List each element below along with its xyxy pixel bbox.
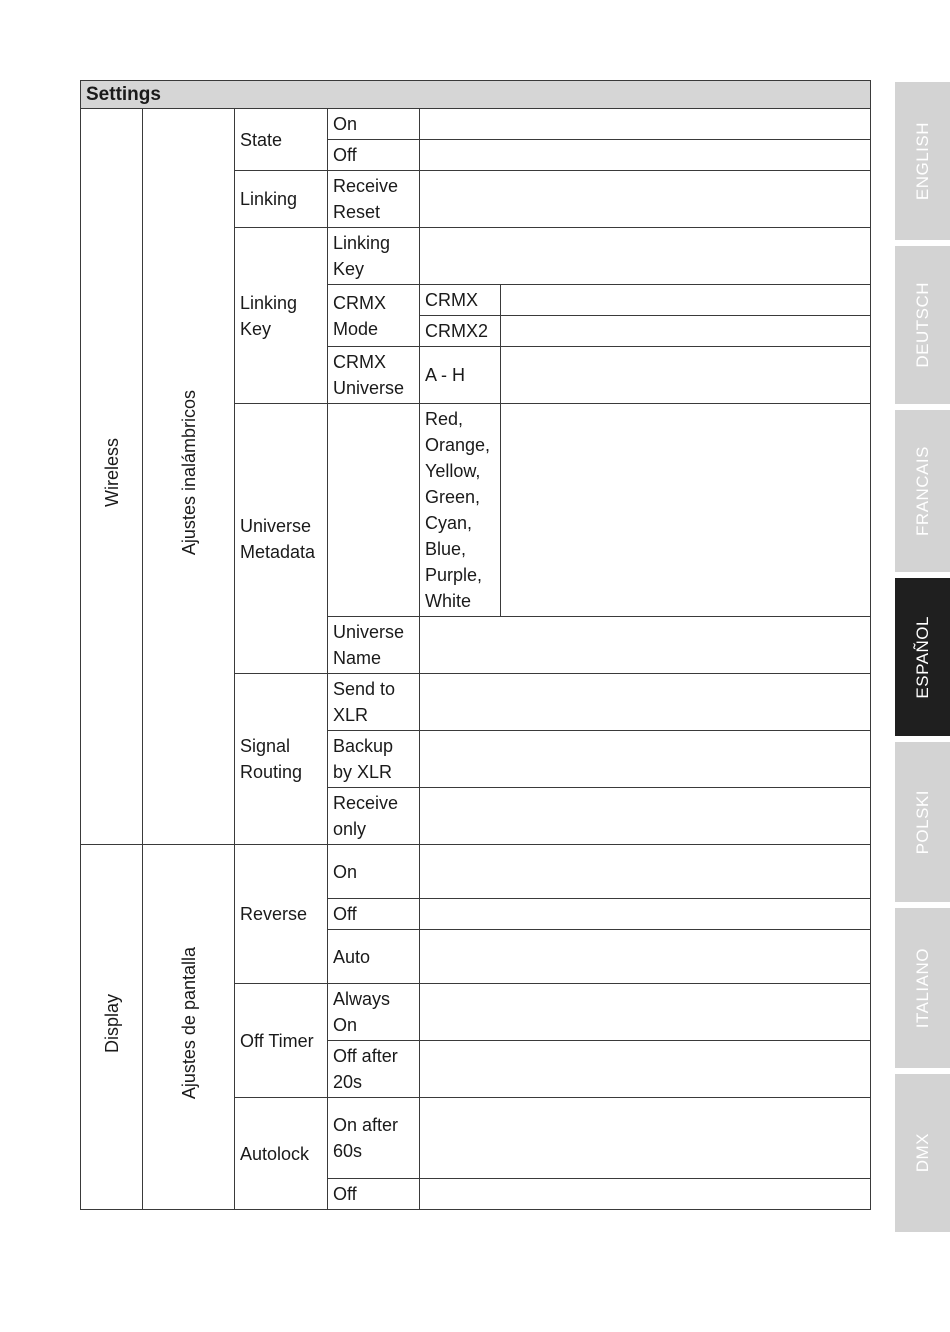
settings-table	[80, 80, 871, 1210]
value-crmx-universe: A - H	[420, 347, 501, 404]
option-backup-by-xlr: Backup by XLR	[328, 731, 420, 788]
tab-francais[interactable]	[895, 410, 950, 572]
empty-cell	[420, 788, 871, 845]
group-display-label: Display	[101, 993, 122, 1054]
tab-english[interactable]	[895, 82, 950, 240]
value-crmx: CRMX	[420, 285, 501, 316]
subgroup-wireless-label: Ajustes inalámbricos	[178, 390, 199, 556]
option-state-off: Off	[328, 140, 420, 171]
subgroup-display	[143, 845, 235, 1210]
empty-cell	[420, 930, 871, 984]
empty-cell	[420, 109, 871, 140]
option-always-on: Always On	[328, 984, 420, 1041]
empty-cell	[501, 404, 871, 617]
setting-linking-key: Linking Key	[235, 228, 328, 404]
setting-universe-metadata: Universe Metadata	[235, 404, 328, 674]
subgroup-wireless	[143, 109, 235, 845]
group-wireless-label: Wireless	[101, 438, 122, 508]
empty-cell	[420, 899, 871, 930]
option-receive-reset: Receive Reset	[328, 171, 420, 228]
empty-cell	[501, 347, 871, 404]
value-crmx2: CRMX2	[420, 316, 501, 347]
empty-cell	[420, 617, 871, 674]
tab-italiano[interactable]	[895, 908, 950, 1068]
empty-cell	[420, 171, 871, 228]
empty-cell	[420, 1041, 871, 1098]
empty-cell	[420, 140, 871, 171]
tab-dmx-label: DMX	[912, 1133, 932, 1173]
tab-francais-label: FRANCAIS	[912, 446, 932, 536]
option-reverse-auto: Auto	[328, 930, 420, 984]
option-autolock-off: Off	[328, 1179, 420, 1210]
empty-cell	[420, 228, 871, 285]
option-receive-only: Receive only	[328, 788, 420, 845]
empty-cell	[501, 316, 871, 347]
setting-linking: Linking	[235, 171, 328, 228]
option-crmx-mode: CRMX Mode	[328, 285, 420, 347]
option-off-after-20s: Off after 20s	[328, 1041, 420, 1098]
empty-cell	[420, 1179, 871, 1210]
tab-deutsch-label: DEUTSCH	[912, 282, 932, 368]
setting-state: State	[235, 109, 328, 171]
tab-deutsch[interactable]	[895, 246, 950, 404]
settings-header: Settings	[81, 81, 871, 109]
empty-cell	[420, 1098, 871, 1179]
tab-italiano-label: ITALIANO	[912, 947, 932, 1029]
option-on-after-60s: On after 60s	[328, 1098, 420, 1179]
option-reverse-off: Off	[328, 899, 420, 930]
option-reverse-on: On	[328, 845, 420, 899]
setting-autolock: Autolock	[235, 1098, 328, 1210]
tab-polski[interactable]	[895, 742, 950, 902]
option-crmx-universe: CRMX Universe	[328, 347, 420, 404]
empty-cell	[420, 984, 871, 1041]
empty-cell	[420, 731, 871, 788]
empty-cell	[420, 845, 871, 899]
value-universe-colors: Red, Orange, Yellow, Green, Cyan, Blue, Purple, White	[420, 404, 501, 617]
tab-polski-label: POLSKI	[912, 789, 932, 855]
tab-english-label: ENGLISH	[912, 121, 932, 201]
option-send-to-xlr: Send to XLR	[328, 674, 420, 731]
empty-cell	[328, 404, 420, 617]
tab-dmx[interactable]	[895, 1074, 950, 1232]
option-state-on: On	[328, 109, 420, 140]
tab-espanol[interactable]	[895, 578, 950, 736]
empty-cell	[501, 285, 871, 316]
tab-espanol-label: ESPAÑOL	[912, 615, 932, 699]
group-wireless	[81, 109, 143, 845]
group-display	[81, 845, 143, 1210]
option-linking-key: Linking Key	[328, 228, 420, 285]
setting-reverse: Reverse	[235, 845, 328, 984]
empty-cell	[420, 674, 871, 731]
setting-signal-routing: Signal Routing	[235, 674, 328, 845]
subgroup-display-label: Ajustes de pantalla	[178, 947, 199, 1100]
option-universe-name: Universe Name	[328, 617, 420, 674]
setting-off-timer: Off Timer	[235, 984, 328, 1098]
